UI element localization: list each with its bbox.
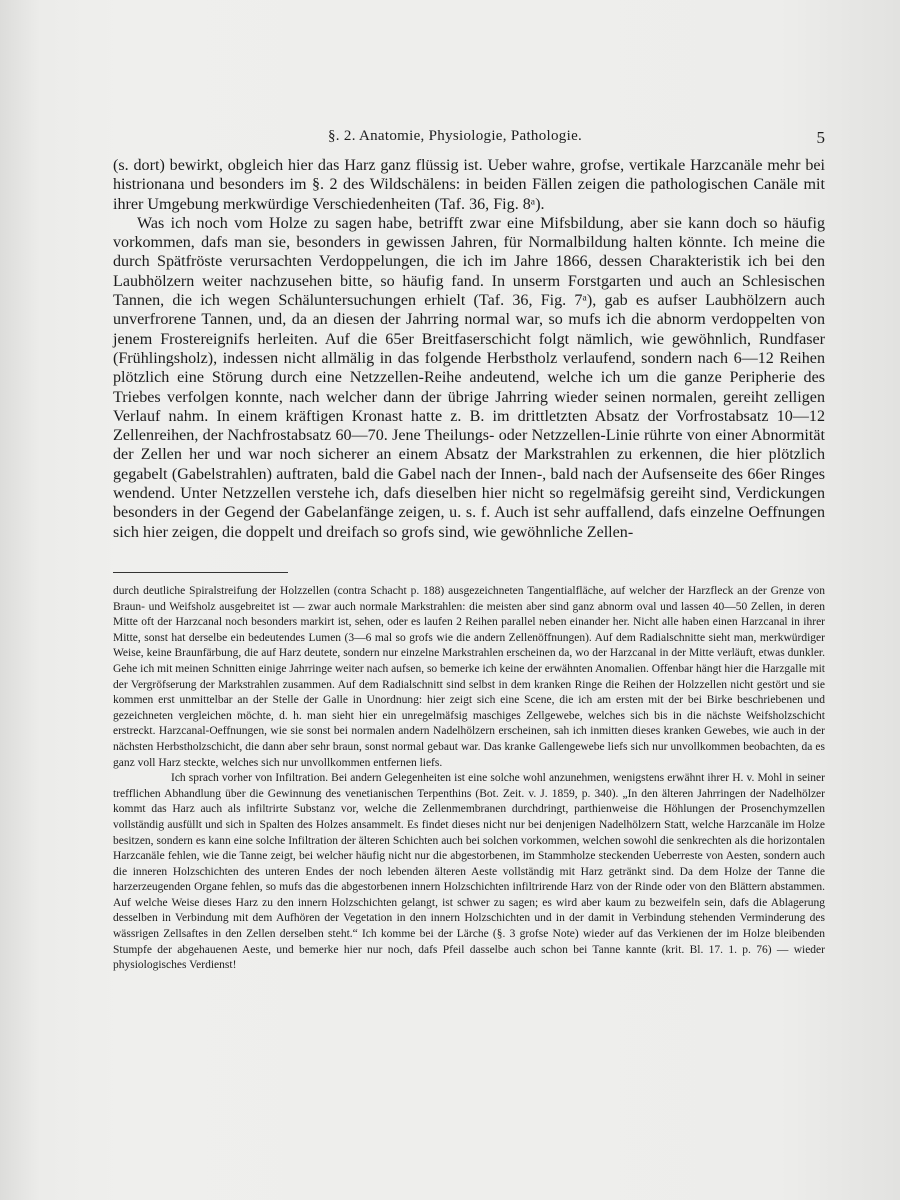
footnote-paragraph: durch deutliche Spiralstreifung der Holzzellen (contra Schacht p. 188) ausgezeichneten Tangentialfläche, auf welcher der Harzfleck an der Grenze von Braun- und Weifsholz ausgebreitet ist — zwar auch normale Markstrahlen: die meisten aber sind ganz abnorm oval und lassen 40—50 Zellen, in deren Mitte oft der Harzcanal noch besonders markirt ist, sehen, oder es laufen 2 Reihen parallel neben einander her. Nicht alle haben einen Harzcanal in ihrer Mitte, sonst hat derselbe ein bedeutendes Lumen (3—6 mal so grofs wie die andern Zellenöffnungen). Auf dem Radialschnitte sieht man, merkwürdiger Weise, keine Braunfärbung, die auf Harz deutete, sondern nur einzelne Markstrahlen erscheinen da, wo der Harzcanal in der Mitte verläuft, etwas dunkler. Gehe ich mit meinen Schnitten einige Jahrringe weiter nach aufsen, so bemerke ich keine der erwähnten Anomalien. Offenbar hängt hier die Harzgalle mit der Vergröfserung der Markstrahlen zusammen. Auf dem Radialschnitt sind selbst in dem kranken Ringe die Reihen der Holzzellen nicht gestört und sie kommen erst unmittelbar an der Stelle der Galle in Unordnung: hier zeigt sich eine Scene, die ich am ersten mit der bei Birke beschriebenen und gezeichneten vergleichen möchte, d. h. man sieht hier ein unregelmäfsig maschiges Zellgewebe, welches sich bis in die nächste Weifsholzschicht erstreckt. Harzcanal-Oeffnungen, wie sie sonst bei normalen andern Nadelhölzern erscheinen, sah ich inmitten dieses kranken Gewebes, wie auch in der nächsten Herbstholzschicht, die dann aber sehr braun, sonst normal gebaut war. Das kranke Gallengewebe liefs sich nur unvollkommen beobachten, da es ganz voll Harz steckte, welches sich nur unvollkommen entfernen liefs. [113,585,825,769]
body-paragraph: Was ich noch vom Holze zu sagen habe, betrifft zwar eine Mifsbildung, aber sie kann doch so häufig vorkommen, dafs man sie, besonders in gewissen Jahren, für Normalbildung halten könnte. Ich meine die durch Spätfröste verursachten Verdoppelungen, die ich im Jahre 1866, dessen Charakteristik ich bei den Laubhölzern weiter nachzusehen bitte, so häufig fand. In unserm Forstgarten und auch an Schlesischen Tannen, die ich wegen Schäluntersuchungen erhielt (Taf. 36, Fig. 7ᵃ), gab es aufser Laubhölzern auch unverfrorene Tannen, und, da an diesen der Jahrring normal war, so mufs ich die abnorm verdoppelten von jenem Frostereignifs herleiten. Auf die 65er Breitfaserschicht folgt nämlich, wie gewöhnlich, Rundfaser (Frühlingsholz), indessen nicht allmälig in das folgende Herbstholz verlaufend, sondern nach 6—12 Reihen plötzlich eine Störung durch eine Netzzellen-Reihe andeutend, welche ich um die ganze Peripherie des Triebes verfolgen konnte, nach welcher dann der übrige Jahrring wieder seinen normalen, gereiht zelligen Verlauf nahm. In einem kräftigen Kronast hatte z. B. im drittletzten Absatz der Vorfrostabsatz 10—12 Zellenreihen, der Nachfrostabsatz 60—70. Jene Theilungs- oder Netzzellen-Linie rührte von einer Abnormität der Zellen her und war noch sicherer an einem Absatz der Markstrahlen zu erkennen, die hier plötzlich gegabelt (Gabelstrahlen) auftraten, bald die Gabel nach der Innen-, bald nach der Aufsenseite des 66er Ringes wendend. Unter Netzzellen verstehe ich, dafs dieselben hier nicht so regelmäfsig gereiht sind, Verdickungen besonders in der Gegend der Gabelanfänge zeigen, u. s. f. Auch ist sehr auffallend, dafs einzelne Oeffnungen sich hier zeigen, die doppelt und dreifach so grofs sind, wie gewöhnliche Zellen- [113,214,825,541]
page-number: 5 [816,128,825,147]
main-text [113,156,825,542]
body-paragraph: (s. dort) bewirkt, obgleich hier das Harz ganz flüssig ist. Ueber wahre, grofse, vertikale Harzcanäle mehr bei histrionana und besonders im §. 2 des Wildschälens: in beiden Fällen zeigen die pathologischen Canäle mit ihrer Umgebung merkwürdige Verschiedenheiten (Taf. 36, Fig. 8ᵃ). [113,157,825,213]
running-header [110,128,825,152]
footnote-divider [113,572,288,573]
header-title: §. 2. Anatomie, Physiologie, Pathologie. [328,128,583,144]
footnotes [113,584,825,974]
footnote-paragraph: Ich sprach vorher von Infiltration. Bei andern Gelegenheiten ist eine solche wohl anzunehmen, wenigstens erwähnt ihrer H. v. Mohl in seiner trefflichen Abhandlung über die Gewinnung des venetianischen Terpenthins (Bot. Zeit. v. J. 1859, p. 340). „In den älteren Jahrringen der Nadelhölzer kommt das Harz auch als infiltrirte Substanz vor, welche die Zellenmembranen durchdringt, parthienweise die Höhlungen der Prosenchymzellen vollständig ausfüllt und sich in Spalten des Holzes ansammelt. Es findet dieses nicht nur bei denjenigen Nadelhölzern Statt, welche Harzcanäle im Holze besitzen, sondern es kann eine solche Infiltration der älteren Schichten auch bei solchen vorkommen, welchen sowohl die senkrechten als die horizontalen Harzcanäle fehlen, wie die Tanne zeigt, bei welcher häufig nicht nur die abgestorbenen, im Stammholze steckenden Ueberreste von Aesten, sondern auch die inneren Holzschichten des unteren Endes der noch lebenden älteren Aeste vollständig mit Harz getränkt sind. Da dem Holze der Tanne die harzerzeugenden Organe fehlen, so mufs das die abgestorbenen innern Holzschichten infiltrirende Harz von der Rinde oder von den Blättern abstammen. Auf welche Weise dieses Harz zu den innern Holzschichten gelangt, ist schwer zu sagen; es wird aber kaum zu bezweifeln sein, dafs die Ablagerung desselben in Verbindung mit dem Aufhören der Vegetation in den innern Holzschichten und in der damit in Verbindung stehenden Verminderung des wässrigen Zellsaftes in den Zellen derselben steht.“ Ich komme bei der Lärche (§. 3 grofse Note) wieder auf das Verkienen der im Holze bleibenden Stumpfe der abgehauenen Aeste, und bemerke hier nur noch, dafs Pfeil dasselbe auch schon bei Tanne kannte (krit. Bl. 17. 1. p. 76) — wieder physiologisches Verdienst! [113,772,825,972]
